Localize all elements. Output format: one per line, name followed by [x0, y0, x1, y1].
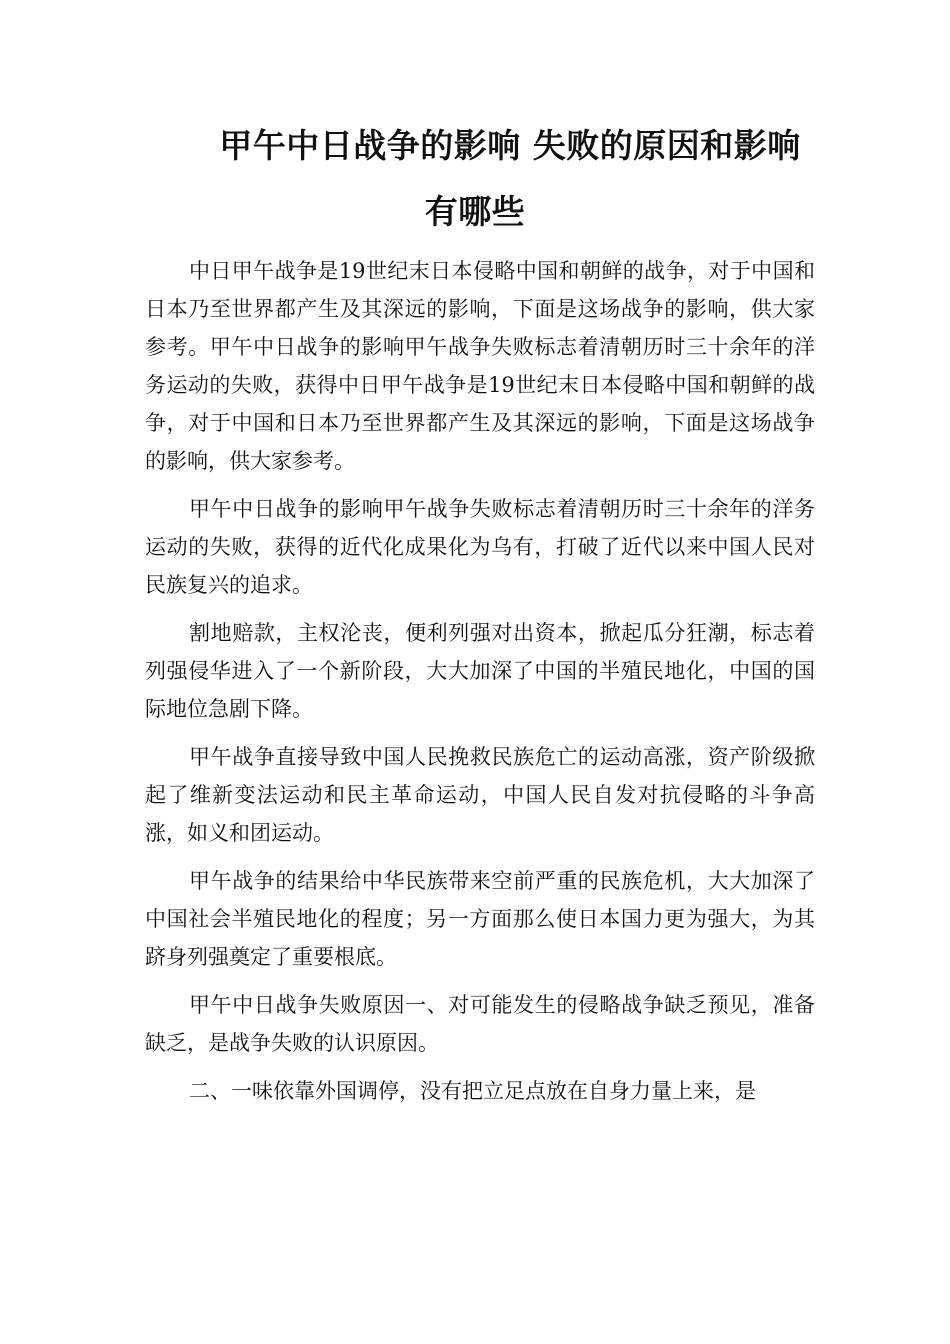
paragraph: 中日甲午战争是19世纪末日本侵略中国和朝鲜的战争，对于中国和日本乃至世界都产生及其深远的影响，下面是这场战争的影响，供大家参考。甲午中日战争的影响甲午战争失败标志着清朝历时三十余年的洋务运动的失败，获得中日甲午战争是19世纪末日本侵略中国和朝鲜的战争，对于中国和日本乃至世界都产生及其深远的影响，下面是这场战争的影响，供大家参考。	[145, 259, 815, 473]
document-title-line1: 甲午中日战争的影响 失败的原因和影响	[219, 126, 801, 165]
paragraph: 甲午中日战争失败原因一、对可能发生的侵略战争缺乏预见，准备缺乏，是战争失败的认识原因。	[145, 993, 815, 1055]
paragraph: 割地赔款，主权沦丧，便利列强对出资本，掀起瓜分狂潮，标志着列强侵华进入了一个新阶段，大大加深了中国的半殖民地化，中国的国际地位急剧下降。	[145, 621, 815, 721]
paragraph: 二、一味依靠外国调停，没有把立足点放在自身力量上来，是	[189, 1079, 756, 1103]
document-body	[145, 252, 815, 1120]
paragraph: 甲午战争直接导致中国人民挽救民族危亡的运动高涨，资产阶级掀起了维新变法运动和民主革命运动，中国人民自发对抗侵略的斗争高涨，如义和团运动。	[145, 745, 815, 845]
paragraph: 甲午战争的结果给中华民族带来空前严重的民族危机，大大加深了中国社会半殖民地化的程度；另一方面那么使日本国力更为强大，为其跻身列强奠定了重要根底。	[145, 869, 815, 969]
paragraph: 甲午中日战争的影响甲午战争失败标志着清朝历时三十余年的洋务运动的失败，获得的近代化成果化为乌有，打破了近代以来中国人民对民族复兴的追求。	[145, 497, 815, 597]
document-title-line2: 有哪些	[424, 192, 526, 231]
